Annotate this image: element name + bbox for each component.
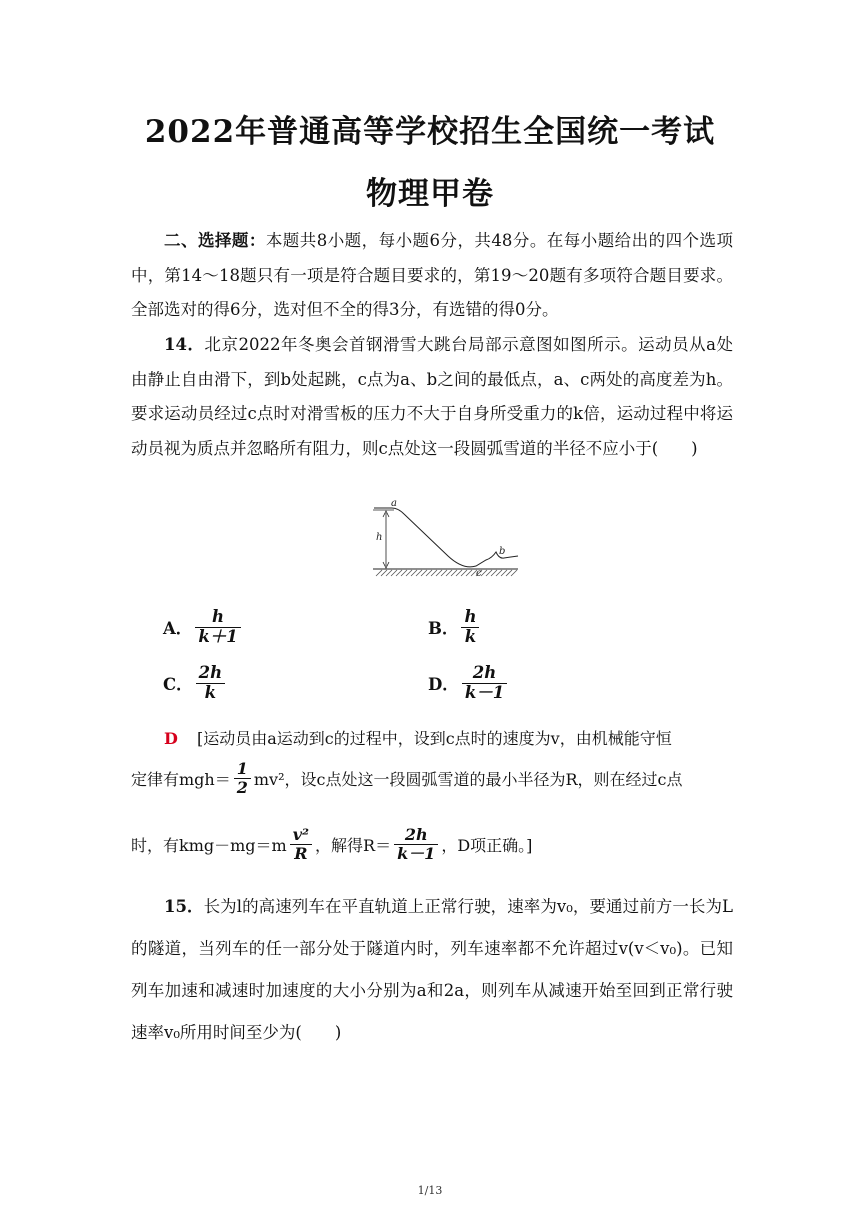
answer-letter: D	[164, 729, 178, 748]
option-letter: C．	[163, 675, 193, 695]
section-heading: 二、选择题：	[164, 231, 266, 250]
question-number: 15．	[164, 897, 204, 916]
question-text: 长为l的高速列车在平直轨道上正常行驶，速率为v₀，要通过前方一长为L的隧道，当列车的任一部分处于隧道内时，列车速率都不允许超过v(v＜v₀)。已知列车加速和减速时加速度的大小分别为a和2a，则列车从减速开始至回到正常行驶速率v₀所用时间至少为( )	[131, 897, 734, 1042]
solution-line-2: 定律有mgh＝ $\frac{1}{2}$ mv²，设c点处这一段圆弧雪道的最小半径为R，则在经过c点	[131, 759, 683, 798]
option-letter: A．	[163, 619, 193, 639]
ski-jump-figure	[368, 496, 528, 596]
section-instructions	[131, 224, 733, 328]
option-fraction: $\frac{h}{k}$	[461, 608, 479, 647]
option-a	[163, 608, 244, 647]
question-text: 北京2022年冬奥会首钢滑雪大跳台局部示意图如图所示。运动员从a处由静止自由滑下，到b处起跳，c点为a、b之间的最低点，a、c两处的高度差为h。要求运动员经过c点时对滑雪板的压力不大于自身所受重力的k倍，运动过程中将运动员视为质点并忽略所有阻力，则c点处这一段圆弧雪道的半径不应小于( )	[131, 335, 733, 458]
option-fraction: $\frac{2h}{k}$	[196, 664, 225, 703]
label-h: h	[376, 532, 383, 543]
option-letter: B．	[428, 619, 459, 639]
question-number: 14．	[164, 335, 205, 354]
option-fraction: $\frac{2h}{k-1}$	[462, 664, 507, 703]
label-c: c	[476, 568, 482, 579]
question-14	[131, 328, 733, 466]
page-number: 1/13	[417, 1184, 443, 1197]
option-d	[428, 664, 510, 703]
label-a: a	[391, 498, 397, 509]
option-b	[428, 608, 482, 647]
solution-line-1: D [运动员由a运动到c的过程中，设到c点时的速度为v，由机械能守恒	[131, 726, 733, 749]
label-b: b	[499, 546, 506, 557]
question-15	[131, 886, 733, 1054]
option-c	[163, 664, 228, 703]
exam-title: 2022年普通高等学校招生全国统一考试	[144, 114, 716, 150]
section-text: 本题共8小题，每小题6分，共48分。在每小题给出的四个选项中，第14～18题只有一项是符合题目要求的，第19～20题有多项符合题目要求。全部选对的得6分，选对但不全的得3分，有选错的得0分。	[131, 231, 734, 319]
option-fraction: $\frac{h}{k+1}$	[195, 608, 240, 647]
option-letter: D．	[428, 675, 459, 695]
solution-line-3: 时，有kmg－mg＝m $\frac{\text{v²}}{R}$ ，解得R＝ $\frac{2h}{k-1}$ ，D项正确。]	[131, 825, 533, 864]
exam-subtitle: 物理甲卷	[366, 176, 494, 212]
